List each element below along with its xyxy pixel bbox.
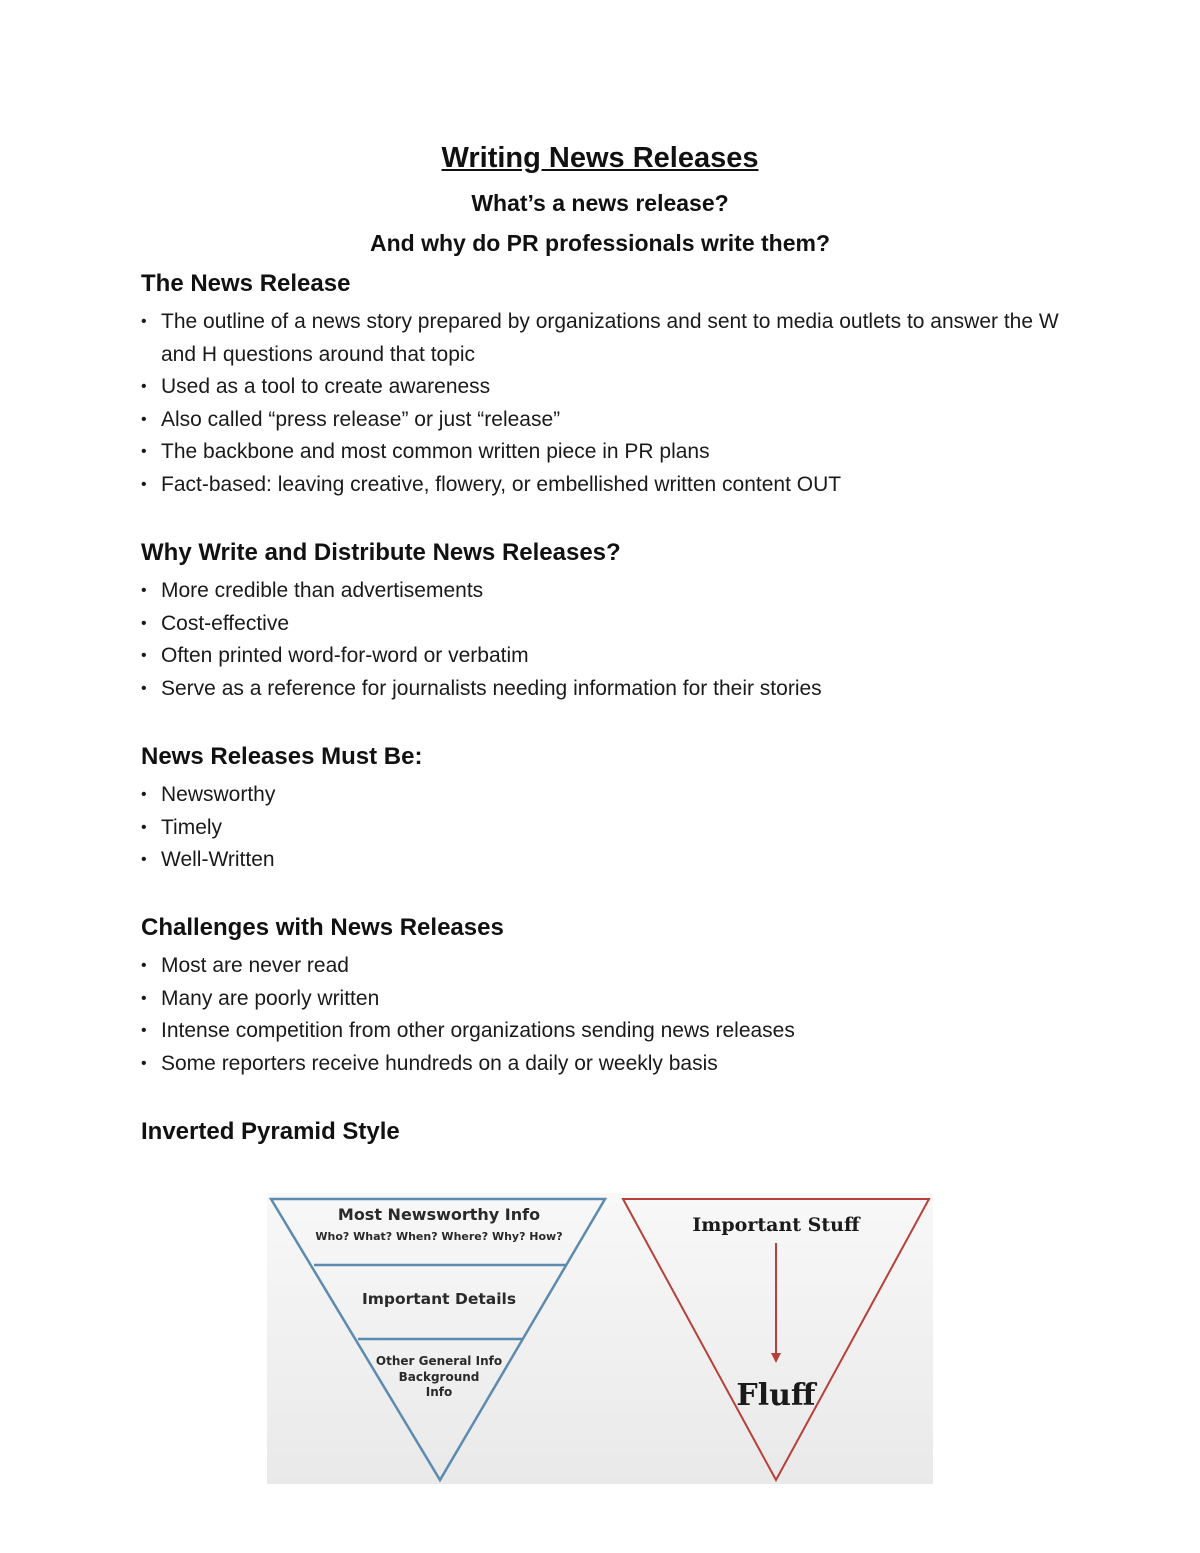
- section-challenges: [141, 912, 1071, 1080]
- section-heading: News Releases Must Be:: [141, 743, 423, 770]
- list-item: • Some reporters receive hundreds on a daily or weekly basis: [141, 1048, 1071, 1081]
- section-heading: Why Write and Distribute News Releases?: [141, 539, 621, 566]
- bullet-list: [141, 306, 1071, 501]
- section-heading: Challenges with News Releases: [141, 914, 504, 941]
- inverted-pyramid-diagram: [267, 1193, 933, 1484]
- tier-1-subtitle: Who? What? When? Where? Why? How?: [315, 1230, 563, 1243]
- list-item: • The outline of a news story prepared by organizations and sent to media outlets to answer the W and H questions around that topic: [141, 306, 1071, 371]
- list-item: • Often printed word-for-word or verbatim: [141, 640, 1071, 673]
- bullet-list: [141, 950, 1071, 1080]
- section-inverted-pyramid: [141, 1116, 1071, 1154]
- bullet-list: [141, 575, 1071, 705]
- bullet-list: [141, 779, 1071, 877]
- important-stuff-label: Important Stuff: [692, 1214, 860, 1236]
- section-heading: The News Release: [141, 270, 351, 297]
- list-item: • Well-Written: [141, 844, 1071, 877]
- list-item: • The backbone and most common written piece in PR plans: [141, 436, 1071, 469]
- section-why-write: [141, 537, 1071, 705]
- inverted-pyramid-figure: [267, 1193, 933, 1484]
- list-item: • Fact-based: leaving creative, flowery, or embellished written content OUT: [141, 469, 1071, 502]
- tier-3-line-3: Info: [425, 1385, 453, 1399]
- list-item: • Most are never read: [141, 950, 1071, 983]
- fluff-label: Fluff: [736, 1378, 816, 1413]
- list-item: • Many are poorly written: [141, 983, 1071, 1016]
- tier-3-line-2: Background: [398, 1370, 480, 1384]
- subtitle-question: What’s a news release?: [471, 190, 729, 216]
- list-item: • Serve as a reference for journalists needing information for their stories: [141, 673, 1071, 706]
- list-item: • Also called “press release” or just “release”: [141, 404, 1071, 437]
- tier-1-title: Most Newsworthy Info: [337, 1205, 541, 1224]
- list-item: • Newsworthy: [141, 779, 1071, 812]
- list-item: • More credible than advertisements: [141, 575, 1071, 608]
- page-title: Writing News Releases: [441, 142, 759, 174]
- list-item: • Timely: [141, 812, 1071, 845]
- list-item: • Cost-effective: [141, 608, 1071, 641]
- down-arrow-head: [771, 1353, 781, 1363]
- tier-3-line-1: Other General Info: [375, 1354, 503, 1368]
- list-item: • Used as a tool to create awareness: [141, 371, 1071, 404]
- list-item: • Intense competition from other organizations sending news releases: [141, 1015, 1071, 1048]
- subtitle-why: And why do PR professionals write them?: [369, 230, 831, 256]
- section-news-release: [141, 268, 1071, 501]
- section-must-be: [141, 741, 1071, 877]
- right-pyramid: [623, 1199, 929, 1480]
- section-heading: Inverted Pyramid Style: [141, 1118, 400, 1145]
- tier-2-label: Important Details: [361, 1290, 517, 1308]
